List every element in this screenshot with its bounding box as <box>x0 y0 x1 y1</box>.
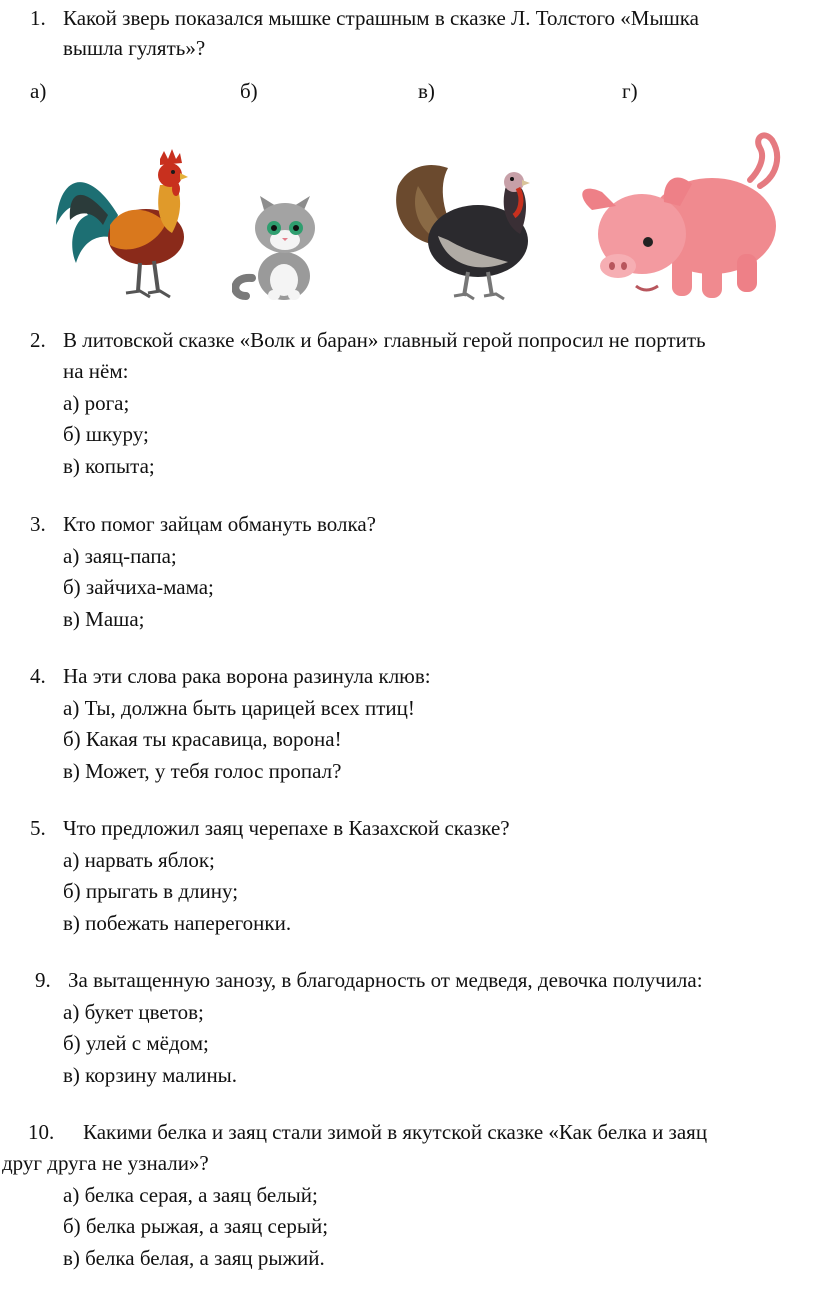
q3-option-c: в) Маша; <box>63 607 145 631</box>
q9-text: За вытащенную занозу, в благодарность от медведя, девочка получила: <box>68 968 703 992</box>
q1-number: 1. <box>30 6 46 30</box>
q10-option-b: б) белка рыжая, а заяц серый; <box>63 1214 329 1238</box>
q4-number: 4. <box>30 664 46 688</box>
q3-option-a: а) заяц-папа; <box>63 544 177 568</box>
q1-text-line1: Какой зверь показался мышке страшным в сказке Л. Толстого «Мышка <box>63 6 699 30</box>
kitten-icon <box>232 196 328 302</box>
q5-option-a: а) нарвать яблок; <box>63 848 215 872</box>
q5-number: 5. <box>30 816 46 840</box>
q9-option-a: а) букет цветов; <box>63 1000 204 1024</box>
q1-option-d-letter: г) <box>622 79 638 103</box>
q5-option-b: б) прыгать в длину; <box>63 879 239 903</box>
q2-text-line2: на нём: <box>63 359 129 383</box>
q10-option-a: а) белка серая, а заяц белый; <box>63 1183 318 1207</box>
q3-text: Кто помог зайцам обмануть волка? <box>63 512 376 536</box>
q9-number: 9. <box>35 968 51 992</box>
rooster-icon <box>48 145 188 303</box>
q9-option-b: б) улей с мёдом; <box>63 1031 209 1055</box>
q2-text-line1: В литовской сказке «Волк и баран» главный герой попросил не портить <box>63 328 706 352</box>
q1-option-b-letter: б) <box>240 79 258 103</box>
q4-text: На эти слова рака ворона разинула клюв: <box>63 664 431 688</box>
q4-option-b: б) Какая ты красавица, ворона! <box>63 727 342 751</box>
q1-text-line2: вышла гулять»? <box>63 36 206 60</box>
q2-option-b: б) шкуру; <box>63 422 149 446</box>
q10-text-line1: Какими белка и заяц стали зимой в якутской сказке «Как белка и заяц <box>83 1120 708 1144</box>
q5-text: Что предложил заяц черепахе в Казахской сказке? <box>63 816 510 840</box>
q2-number: 2. <box>30 328 46 352</box>
q3-option-b: б) зайчиха-мама; <box>63 575 214 599</box>
q10-text-line2: друг друга не узнали»? <box>2 1151 209 1175</box>
q10-number: 10. <box>28 1120 55 1144</box>
q10-option-c: в) белка белая, а заяц рыжий. <box>63 1246 325 1270</box>
q3-number: 3. <box>30 512 46 536</box>
q1-option-c-letter: в) <box>418 79 435 103</box>
q4-option-c: в) Может, у тебя голос пропал? <box>63 759 342 783</box>
pig-icon <box>572 126 787 306</box>
q9-option-c: в) корзину малины. <box>63 1063 238 1087</box>
q5-option-c: в) побежать наперегонки. <box>63 911 292 935</box>
q4-option-a: а) Ты, должна быть царицей всех птиц! <box>63 696 415 720</box>
q2-option-a: а) рога; <box>63 391 130 415</box>
turkey-icon <box>388 156 538 301</box>
q2-option-c: в) копыта; <box>63 454 155 478</box>
q1-option-a-letter: а) <box>30 79 47 103</box>
